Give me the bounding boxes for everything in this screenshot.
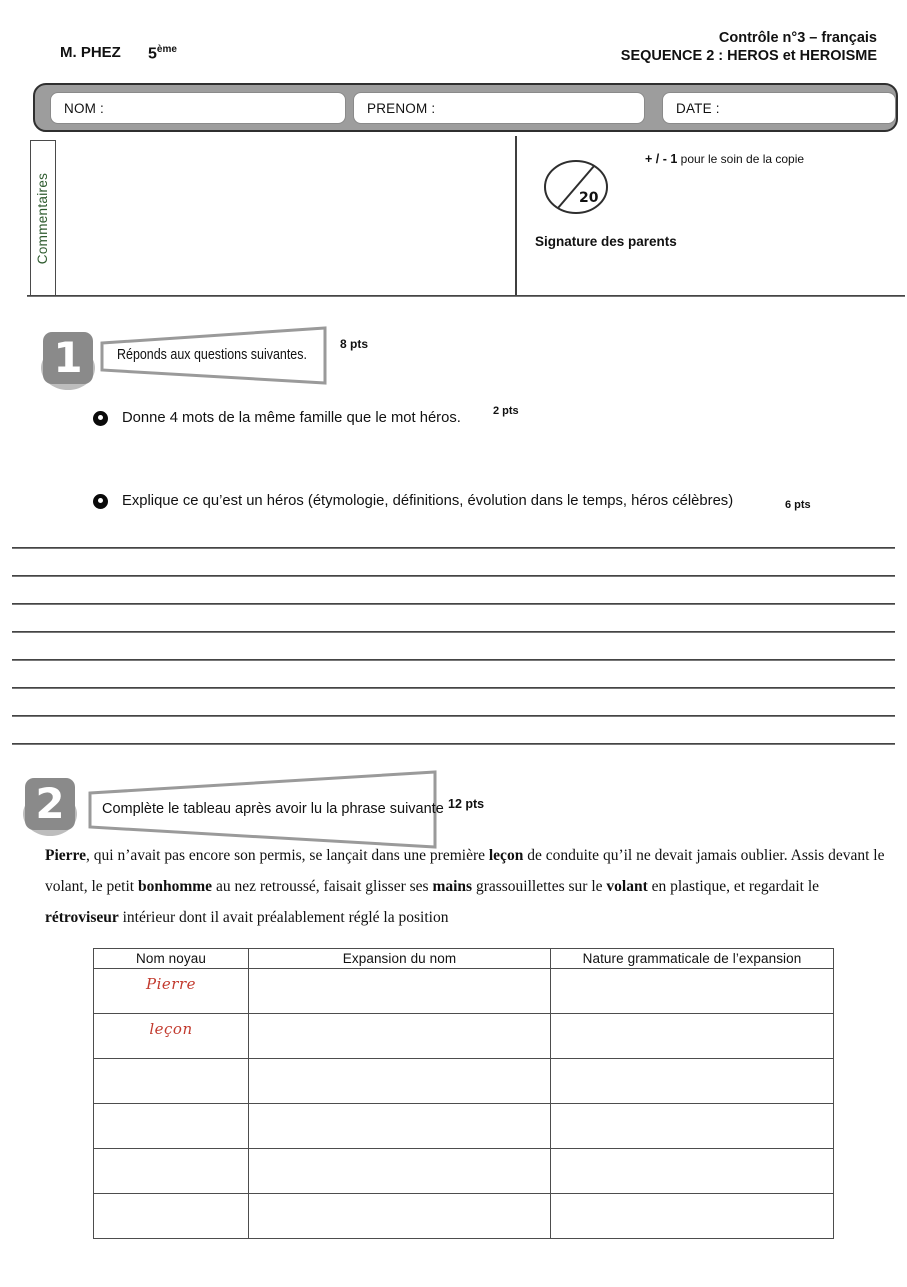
column-header-nom-noyau: Nom noyau	[94, 949, 249, 969]
exercise-2-points: 12 pts	[448, 797, 485, 811]
passage-bold-word: Pierre	[45, 847, 87, 864]
noun-cell-filled: Pierre	[94, 969, 249, 1014]
exercise-2-instruction-box	[88, 770, 444, 850]
table-row	[94, 969, 834, 1014]
answer-line[interactable]	[12, 743, 895, 745]
question-bullet-icon	[93, 411, 108, 426]
passage-bold-word: leçon	[488, 847, 524, 864]
table-header-row	[94, 949, 834, 969]
column-header-nature: Nature grammaticale de l’expansion	[551, 949, 834, 969]
passage-bold-word: mains	[432, 878, 473, 895]
teacher-name: M. PHEZ	[60, 44, 121, 61]
prenom-field[interactable]	[353, 92, 645, 124]
svg-text:20: 20	[579, 190, 599, 206]
grade-superscript: ème	[156, 44, 177, 55]
prenom-label: PRENOM :	[367, 100, 436, 116]
nom-label: NOM :	[64, 100, 104, 116]
care-note-text: pour le soin de la copie	[677, 152, 805, 166]
empty-answer-cell[interactable]	[94, 1194, 249, 1239]
date-label: DATE :	[676, 100, 720, 116]
question-bullet-icon	[93, 494, 108, 509]
question-1-points: 2 pts	[493, 405, 519, 417]
comments-label: Commentaires	[35, 172, 51, 264]
empty-answer-cell[interactable]	[249, 1014, 551, 1059]
score-circle	[543, 158, 609, 216]
exercise-2-number: 2	[35, 779, 65, 828]
passage-segment: au nez retroussé, faisait glisser ses	[212, 878, 433, 895]
exercise-1-number: 1	[53, 333, 83, 382]
answer-lines-area	[12, 547, 895, 771]
empty-answer-cell[interactable]	[551, 1104, 834, 1149]
badge-square	[43, 332, 93, 384]
passage-bold-word: volant	[606, 878, 648, 895]
expansion-table	[93, 948, 834, 1239]
table-row	[94, 1104, 834, 1149]
answer-line[interactable]	[12, 659, 895, 661]
table-row	[94, 1014, 834, 1059]
exam-title-line2: SEQUENCE 2 : HEROS et HEROISME	[620, 48, 877, 64]
answer-line[interactable]	[12, 687, 895, 689]
passage-bold-word: bonhomme	[137, 878, 213, 895]
question-2-text: Explique ce qu’est un héros (étymologie, définitions, évolution dans le temps, héros célèbres)	[122, 493, 734, 509]
answer-line[interactable]	[12, 715, 895, 717]
empty-answer-cell[interactable]	[249, 969, 551, 1014]
care-note-points: + / - 1	[645, 152, 678, 166]
passage-text	[45, 840, 893, 933]
empty-answer-cell[interactable]	[94, 1059, 249, 1104]
empty-answer-cell[interactable]	[249, 1194, 551, 1239]
identity-bar	[33, 83, 898, 132]
badge-square	[25, 778, 75, 830]
column-header-expansion: Expansion du nom	[249, 949, 551, 969]
passage-segment: en plastique, et regardait le	[647, 878, 820, 895]
question-1-text: Donne 4 mots de la même famille que le mot héros.	[122, 410, 461, 426]
comments-box	[30, 140, 56, 296]
passage-segment: grassouillettes sur le	[472, 878, 607, 895]
section-separator-line	[27, 295, 905, 297]
empty-answer-cell[interactable]	[551, 1014, 834, 1059]
empty-answer-cell[interactable]	[551, 1194, 834, 1239]
exercise-2-instruction: Complète le tableau après avoir lu la phrase suivante	[102, 801, 444, 817]
grade-level: 5ème	[148, 44, 177, 63]
parents-signature-label: Signature des parents	[535, 234, 677, 249]
exercise-1-badge	[40, 332, 98, 392]
table-row	[94, 1149, 834, 1194]
empty-answer-cell[interactable]	[249, 1104, 551, 1149]
exercise-2-badge	[22, 778, 80, 838]
exam-title	[621, 29, 877, 65]
comments-divider	[515, 136, 517, 296]
table-row	[94, 1059, 834, 1104]
exercise-1-instruction-box	[100, 326, 328, 386]
empty-answer-cell[interactable]	[551, 969, 834, 1014]
noun-cell-filled: leçon	[94, 1014, 249, 1059]
empty-answer-cell[interactable]	[94, 1149, 249, 1194]
question-2-points: 6 pts	[785, 499, 811, 511]
passage-segment: intérieur dont il avait préalablement réglé la position	[118, 909, 449, 926]
answer-line[interactable]	[12, 603, 895, 605]
passage-bold-word: rétroviseur	[45, 909, 119, 926]
table-row	[94, 1194, 834, 1239]
passage-segment: de conduite qu’il ne devait jamais oublier. Assis devant le volant, le petit	[45, 847, 885, 895]
date-field[interactable]	[662, 92, 896, 124]
empty-answer-cell[interactable]	[249, 1059, 551, 1104]
nom-field[interactable]	[50, 92, 346, 124]
exam-title-line1: Contrôle n°3 – français	[718, 30, 877, 46]
empty-answer-cell[interactable]	[249, 1149, 551, 1194]
exercise-1-points: 8 pts	[340, 337, 369, 351]
empty-answer-cell[interactable]	[551, 1059, 834, 1104]
answer-line[interactable]	[12, 631, 895, 633]
passage-segment: , qui n’avait pas encore son permis, se lançait dans une première	[86, 847, 489, 864]
empty-answer-cell[interactable]	[551, 1149, 834, 1194]
answer-line[interactable]	[12, 575, 895, 577]
exercise-1-instruction: Réponds aux questions suivantes.	[117, 347, 307, 363]
care-note	[645, 152, 804, 166]
empty-answer-cell[interactable]	[94, 1104, 249, 1149]
answer-line[interactable]	[12, 547, 895, 549]
